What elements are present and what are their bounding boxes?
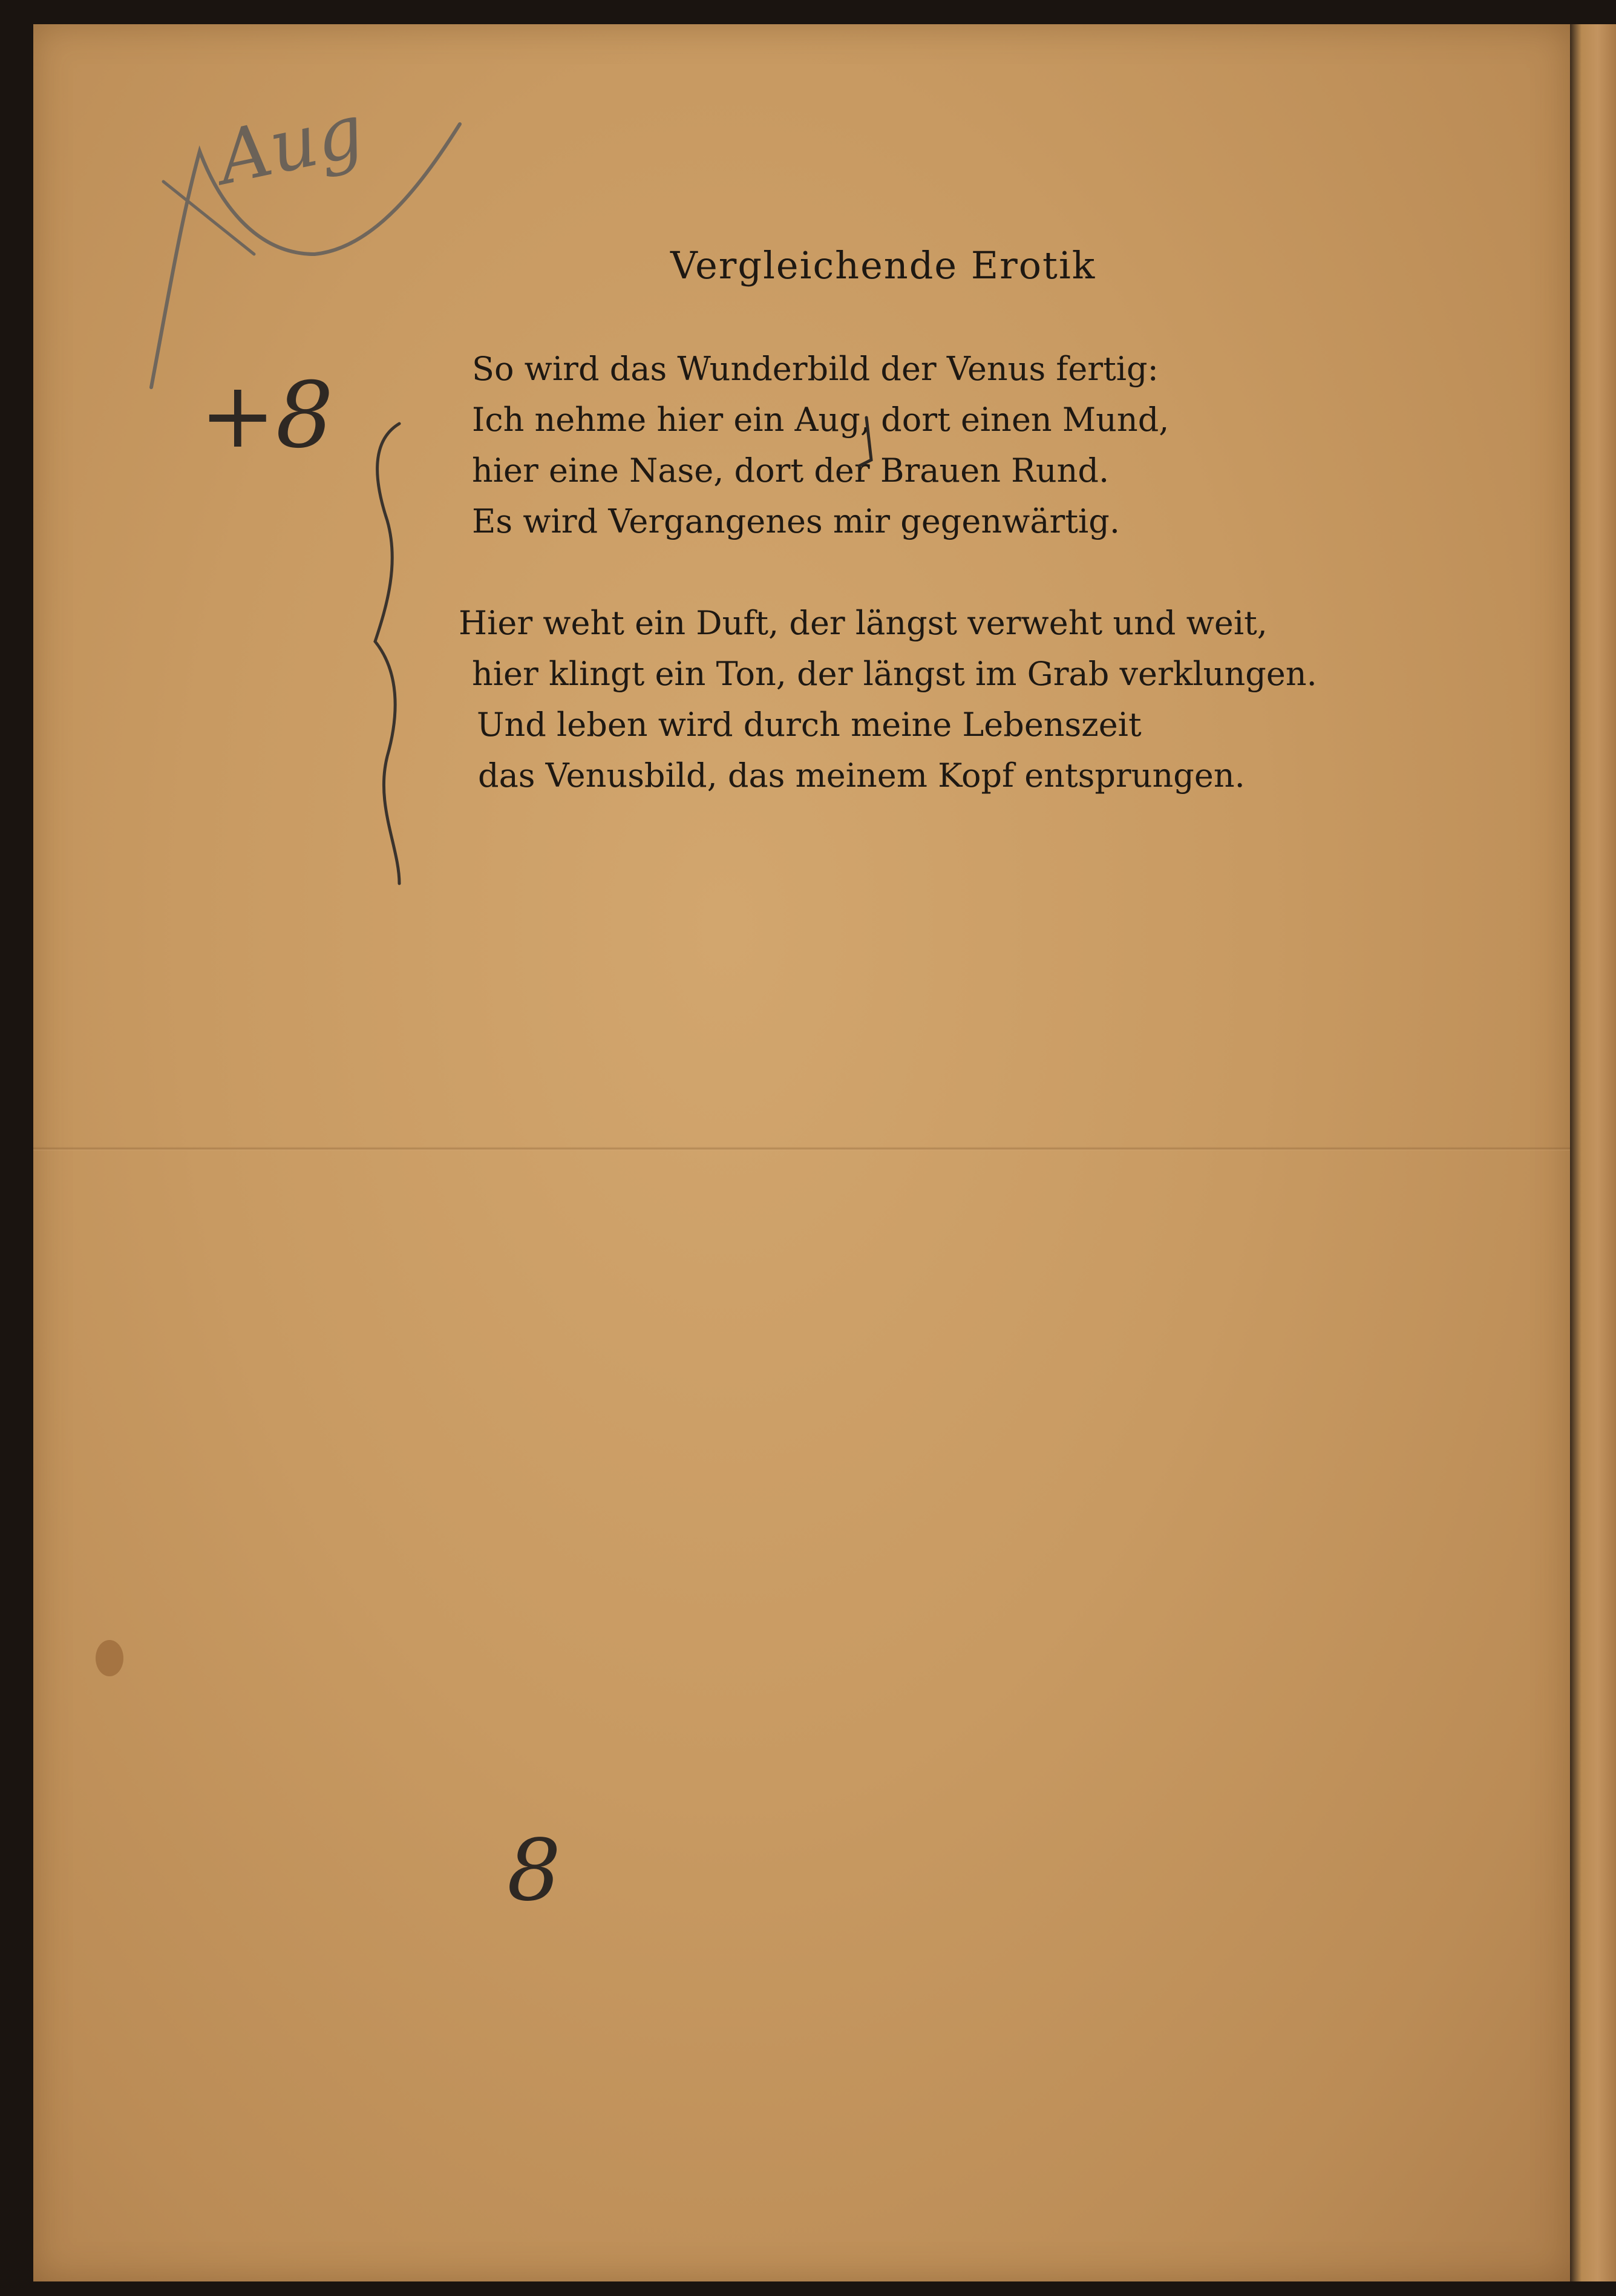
poem-line: Hier weht ein Duft, der längst verweht und weit, — [459, 604, 1268, 642]
poem-line: Ich nehme hier ein Aug, dort einen Mund, — [472, 401, 1169, 439]
poem-line: Und leben wird durch meine Lebenszeit — [477, 706, 1142, 744]
paper-stain — [96, 1640, 123, 1676]
poem-line: das Venusbild, das meinem Kopf entsprungen. — [478, 756, 1245, 795]
poem-stanza-2 — [459, 598, 1317, 801]
poem-line: Es wird Vergangenes mir gegenwärtig. — [472, 502, 1120, 540]
adjacent-page-edge — [1570, 24, 1616, 2281]
pencil-annotation-aug: Aug — [211, 88, 371, 202]
poem-line: So wird das Wunderbild der Venus fertig: — [472, 350, 1159, 388]
handwritten-page-number: 8 — [507, 1822, 561, 1920]
margin-number-annotation: +8 — [200, 363, 334, 468]
fold-crease — [33, 1147, 1570, 1150]
poem-line: hier klingt ein Ton, der längst im Grab verklungen. — [472, 655, 1317, 693]
poem-stanza-1 — [472, 344, 1169, 547]
poem-title: Vergleichende Erotik — [670, 243, 1096, 287]
poem-line: hier eine Nase, dort der Brauen Rund. — [472, 451, 1110, 490]
